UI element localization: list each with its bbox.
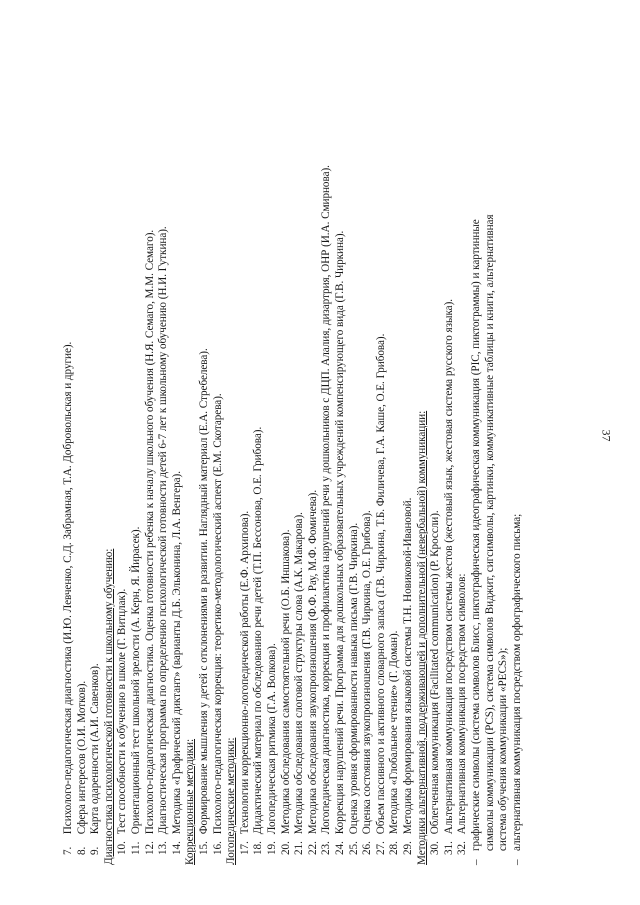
list-item-14 <box>171 471 183 855</box>
section-heading-text: Диагностика психологической готовности к школьному обучению: <box>102 548 115 865</box>
list-item-number: 24. <box>334 841 346 855</box>
section-heading-text: Логопедические методики: <box>225 737 238 865</box>
list-item-21 <box>293 512 305 855</box>
document-body <box>62 25 582 865</box>
list-item-text: Диагностическая программа по определению психологической готовности детей 6-7 лет к школьному обучению (Н.И. Гуткина). <box>157 226 170 835</box>
list-item-text: Психолого-педагогическая коррекция: теоретико-методологический аспект (Е.М. Скотарева). <box>211 393 224 835</box>
list-item-text: Дидактический материал по обследованию речи детей (Т.П. Бессонова, О.Е. Грибова). <box>252 426 265 835</box>
list-item-text: Оценка состояния звукопроизношения (Г.В. Чиркина, О.Е. Грибова). <box>361 510 374 835</box>
list-item-text: Логопедическая ритмика (Г.А. Волкова). <box>266 643 278 835</box>
list-item-number: 29. <box>402 841 414 855</box>
dash-item <box>470 219 482 865</box>
page-number: 37 <box>599 429 614 442</box>
list-item-number: 17. <box>238 841 251 855</box>
list-item-29 <box>402 498 414 855</box>
list-item-number: 14. <box>170 841 183 855</box>
list-item-text: Формирование мышления у детей с отклонениями в развитии. Наглядный материал (Е.А. Стребелева). <box>198 348 210 835</box>
continuation-text: символы коммуникации (PCS), система символов Виджит, сигсимволы, картинки, коммуникативные таблицы и книги, альтернативная <box>483 214 496 851</box>
list-item-11 <box>130 527 142 855</box>
section-heading <box>184 739 196 865</box>
list-item-text: Методика обследования слоговой структуры слова (А.К. Макарова). <box>293 512 306 835</box>
list-item-number: 8. <box>75 846 88 855</box>
list-item-16 <box>212 393 224 855</box>
list-item-number: 21. <box>293 841 306 855</box>
list-item-text: Тест способности к обучению в школе (Г. Витцлак). <box>116 588 129 835</box>
list-item-number: 11. <box>130 841 142 855</box>
list-item-text: Технологии коррекционно-логопедической работы (Е.Ф. Архипова). <box>238 510 251 835</box>
list-item-28 <box>388 631 400 855</box>
list-item-number: 18. <box>252 841 265 855</box>
list-item-30 <box>429 510 441 855</box>
list-item-31 <box>443 299 455 855</box>
list-item-7 <box>62 342 74 855</box>
list-item-text: Методика обследования самостоятельной речи (О.Б. Иншакова). <box>279 529 292 835</box>
list-item-text: Методика «Графический диктант» (варианты Д.Б. Эльконина, Л.А. Венгера). <box>170 471 183 835</box>
list-item-text: Методика обследования звукопроизношения (Ф.Ф. Рау, М.Ф. Фомичева). <box>306 489 319 835</box>
dash-bullet: – <box>470 859 482 865</box>
list-item-number: 31. <box>442 841 455 855</box>
section-heading-text: Коррекционные методики: <box>184 738 197 865</box>
list-item-15 <box>198 348 210 855</box>
list-item-number: 26. <box>361 841 374 855</box>
list-item-number: 13. <box>157 841 170 855</box>
list-item-number: 12. <box>143 841 156 855</box>
list-item-text: Карта одаренности (А.И. Савенков). <box>89 663 102 835</box>
list-item-17 <box>239 511 251 855</box>
list-item-text: Методика формирования языковой системы Т.Н. Новиковой-Ивановой. <box>402 497 414 835</box>
list-item-text: Объем пассивного и активного словарного запаса (Г.В. Чиркина, Т.Б. Филичева, Г.А. Каше, О.Е. Грибова). <box>374 333 387 835</box>
list-item-number: 16. <box>211 841 224 855</box>
list-item-text: Логопедическая диагностика, коррекция и профилактика нарушений речи у дошкольников с ДЦП. Алалия, дизартрия, ОНР (И.А. Смирнова). <box>320 165 333 835</box>
continuation-line <box>497 648 509 851</box>
list-item-number: 20. <box>279 841 292 855</box>
list-item-9 <box>89 663 101 855</box>
list-item-number: 30. <box>429 841 442 855</box>
list-item-25 <box>348 523 360 855</box>
continuation-line <box>484 214 496 851</box>
list-item-13 <box>157 226 169 855</box>
list-item-number: 23. <box>320 841 333 855</box>
list-item-number: 10. <box>116 841 129 855</box>
list-item-number: 19. <box>266 841 278 855</box>
list-item-10 <box>116 589 128 855</box>
list-item-12 <box>144 230 156 855</box>
list-item-32 <box>456 574 468 855</box>
list-item-text: Ориентационный тест школьной зрелости (А. Керн, Я. Йирасек). <box>130 526 142 835</box>
list-item-27 <box>375 334 387 855</box>
section-heading <box>416 411 428 865</box>
list-item-text: Методика «Глобальное чтение» (Г. Доман). <box>388 630 401 835</box>
list-item-text: Психолого-педагогическая диагностика (И.Ю. Левченко, С.Д. Забрамная, Т.А. Добровольская и другие). <box>62 341 74 835</box>
list-item-text: Облегченная коммуникация (Facilitated communication) (Р. Кроссли). <box>429 510 442 835</box>
continuation-text: система обучения коммуникации «PECS»); <box>497 647 510 851</box>
dash-bullet: – <box>510 859 523 865</box>
list-item-number: 15. <box>198 841 210 855</box>
list-item-text: Сфера интересов (О.И. Мотков). <box>75 680 88 835</box>
dash-item <box>511 514 523 865</box>
list-item-number: 25. <box>347 841 360 855</box>
section-heading <box>103 549 115 865</box>
dash-item-text: графические символы (система символов Блисс, пиктографическая идеографическая коммуникация (PIC, пиктограммы) и картинные <box>470 219 482 851</box>
list-item-number: 32. <box>456 841 469 855</box>
dash-item-text: альтернативная коммуникация посредством орфографического письма; <box>510 513 523 851</box>
list-item-19 <box>266 643 278 855</box>
list-item-text: Альтернативная коммуникация посредством символов: <box>456 573 469 835</box>
list-item-number: 27. <box>374 841 387 855</box>
list-item-26 <box>361 510 373 855</box>
list-item-8 <box>76 681 88 855</box>
list-item-20 <box>280 530 292 855</box>
section-heading <box>225 738 237 865</box>
list-item-text: Оценка уровня сформированности навыка письма (Г.В. Чиркина). <box>347 522 360 835</box>
list-item-24 <box>334 231 346 855</box>
list-item-text: Альтернативная коммуникация посредством системы жестов (жестовый язык, жестовая система русского языка). <box>442 298 455 835</box>
list-item-number: 28. <box>388 841 401 855</box>
list-item-text: Коррекция нарушений речи. Программа для дошкольных образовательных учреждений компенсирующего вида (Г.В. Чиркина). <box>334 230 346 835</box>
list-item-22 <box>307 490 319 855</box>
list-item-18 <box>252 427 264 855</box>
section-heading-text: Методики альтернативной, поддерживающей и дополнительной (невербальной) коммуникации: <box>415 410 428 865</box>
list-item-number: 9. <box>89 846 102 855</box>
list-item-23 <box>320 165 332 855</box>
list-item-text: Психолого-педагогическая диагностика. Оценка готовности ребенка к началу школьного обучения (Н.Я. Семаго, М.М. Семаго). <box>143 229 156 835</box>
list-item-number: 7. <box>62 846 74 855</box>
list-item-number: 22. <box>306 841 319 855</box>
